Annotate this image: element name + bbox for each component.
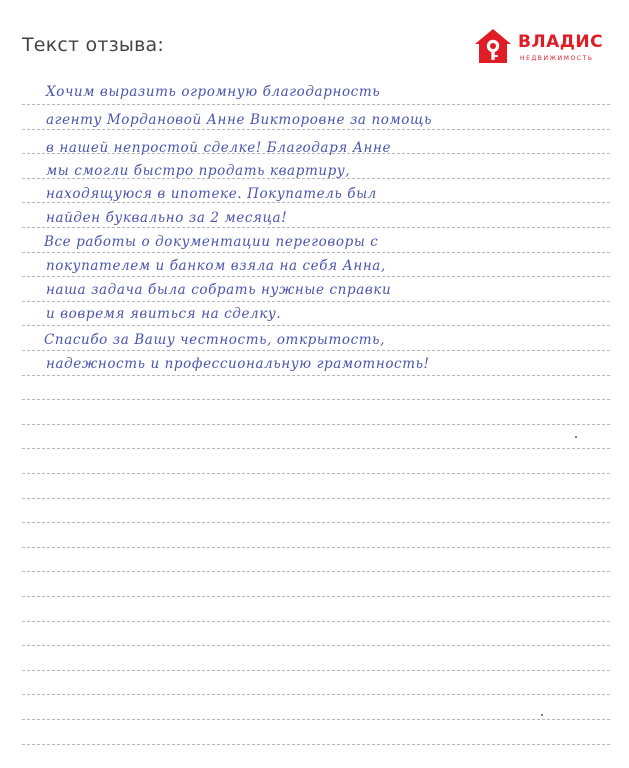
vladis-logo [474,26,614,66]
review-line: Хочим выразить огромную благодарность [46,84,381,100]
ruled-line [22,621,610,622]
ruled-line [22,104,610,105]
review-line: в нашей непростой сделке! Благодаря Анне [46,140,392,156]
ruled-line [22,571,610,572]
ruled-line [22,325,610,326]
ruled-line [22,129,610,130]
logo-subtitle: НЕДВИЖИМОСТЬ [520,55,594,62]
review-line: Все работы о документации переговоры с [44,234,379,250]
ruled-line [22,252,610,253]
house-key-icon [474,28,512,64]
ruled-line [22,670,610,671]
ink-speck [541,714,543,716]
review-line: Спасибо за Вашу честность, открытость, [44,332,385,348]
ruled-line [22,744,610,745]
ruled-line [22,350,610,351]
ruled-line [22,522,610,523]
ruled-line [22,694,610,695]
review-line: найден буквально за 2 месяца! [46,210,288,226]
header [0,0,629,70]
ruled-line [22,547,610,548]
ink-speck [575,436,577,438]
review-line: покупателем и банком взяла на себя Анна, [46,258,386,274]
page-title: Текст отзыва: [22,34,164,56]
logo-name: ВЛАДИС [518,32,604,52]
ruled-line [22,498,610,499]
ruled-line [22,719,610,720]
ruled-line [22,276,610,277]
ruled-line [22,399,610,400]
ruled-line [22,448,610,449]
ruled-line [22,424,610,425]
ruled-line [22,375,610,376]
ruled-line [22,227,610,228]
review-line: наша задача была собрать нужные справки [46,282,392,298]
ruled-line [22,473,610,474]
ruled-line [22,596,610,597]
review-line: надежность и профессиональную грамотность! [46,356,430,372]
review-line: агенту Мордановой Анне Викторовне за помощь [46,112,433,128]
ruled-line [22,645,610,646]
review-line: и вовремя явиться на сделку. [46,306,282,322]
review-line: находящуюся в ипотеке. Покупатель был [46,186,377,202]
ruled-line [22,202,610,203]
review-line: мы смогли быстро продать квартиру, [46,163,351,179]
lined-sheet [22,84,612,768]
ruled-line [22,301,610,302]
